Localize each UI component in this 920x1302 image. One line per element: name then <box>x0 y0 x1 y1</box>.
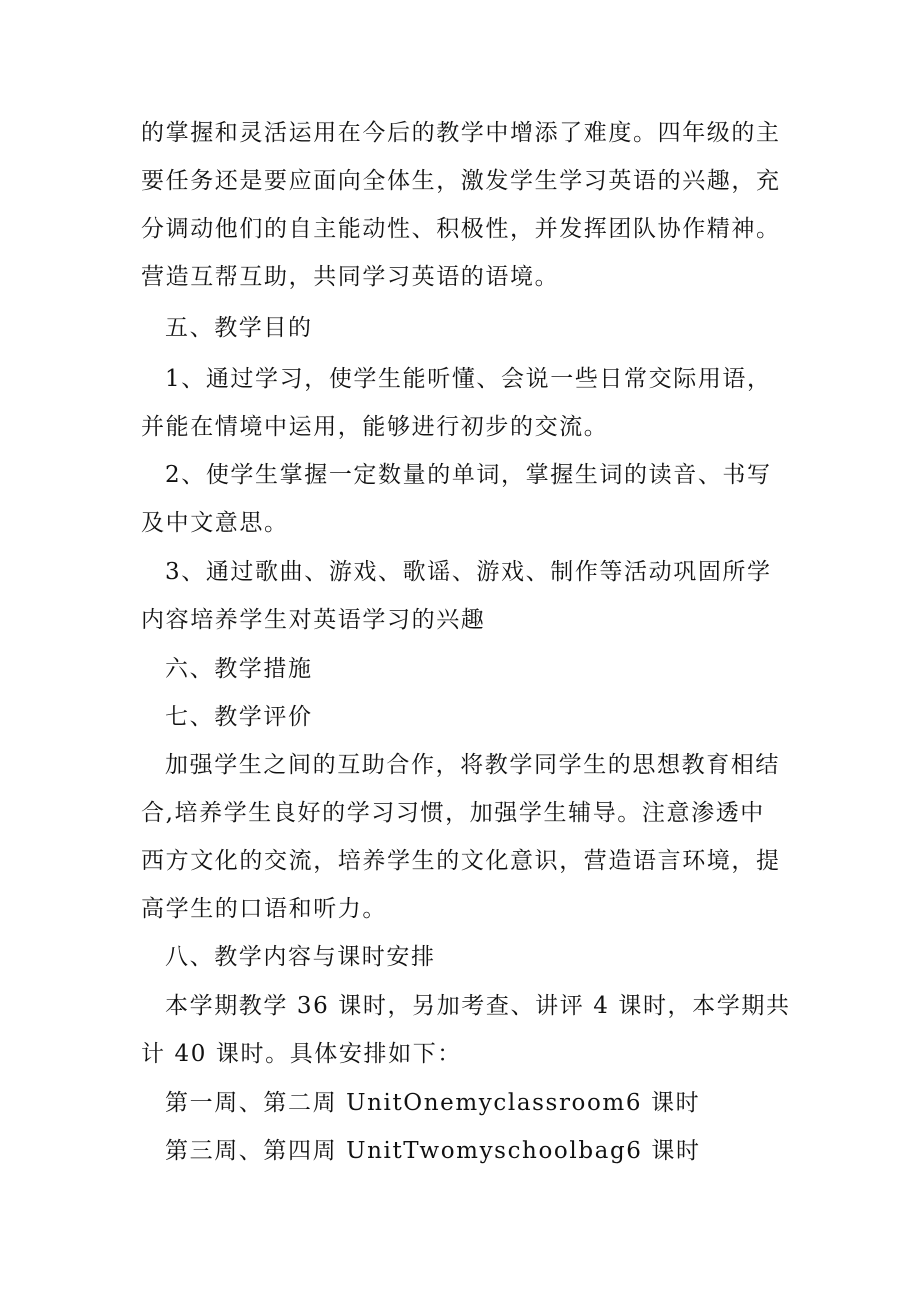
list-item-3: 3、通过歌曲、游戏、歌谣、游戏、制作等活动巩固所学 <box>165 559 772 585</box>
paragraph-line: 高学生的口语和听力。 <box>141 896 387 922</box>
paragraph-line: 营造互帮互助，共同学习英语的语境。 <box>141 264 560 290</box>
paragraph-line: 加强学生之间的互助合作，将教学同学生的思想教育相结 <box>165 752 780 778</box>
paragraph-line: 合,培养学生良好的学习习惯，加强学生辅导。注意渗透中 <box>141 800 765 826</box>
section-heading-teaching-goals: 五、教学目的 <box>165 315 313 341</box>
list-item-1-continuation: 并能在情境中运用，能够进行初步的交流。 <box>141 414 609 440</box>
paragraph-line: 分调动他们的自主能动性、积极性，并发挥团队协作精神。 <box>141 216 781 242</box>
schedule-item-week-3-4: 第三周、第四周 UnitTwomyschoolbag6 课时 <box>165 1138 701 1164</box>
list-item-2: 2、使学生掌握一定数量的单词，掌握生词的读音、书写 <box>165 462 772 488</box>
paragraph-line: 西方文化的交流，培养学生的文化意识，营造语言环境，提 <box>141 848 781 874</box>
schedule-item-week-1-2: 第一周、第二周 UnitOnemyclassroom6 课时 <box>165 1090 701 1116</box>
list-item-3-continuation: 内容培养学生对英语学习的兴趣 <box>141 607 486 633</box>
list-item-2-continuation: 及中文意思。 <box>141 510 289 536</box>
section-heading-content-schedule: 八、教学内容与课时安排 <box>165 944 436 970</box>
section-heading-teaching-measures: 六、教学措施 <box>165 656 313 682</box>
list-item-1: 1、通过学习，使学生能听懂、会说一些日常交际用语， <box>165 366 772 392</box>
paragraph-line: 的掌握和灵活运用在今后的教学中增添了难度。四年级的主 <box>141 120 781 146</box>
paragraph-line: 计 40 课时。具体安排如下： <box>141 1041 462 1067</box>
section-heading-teaching-evaluation: 七、教学评价 <box>165 704 313 730</box>
paragraph-line: 要任务还是要应面向全体生，激发学生学习英语的兴趣，充 <box>141 168 781 194</box>
paragraph-line: 本学期教学 36 课时，另加考查、讲评 4 课时，本学期共 <box>165 993 791 1019</box>
